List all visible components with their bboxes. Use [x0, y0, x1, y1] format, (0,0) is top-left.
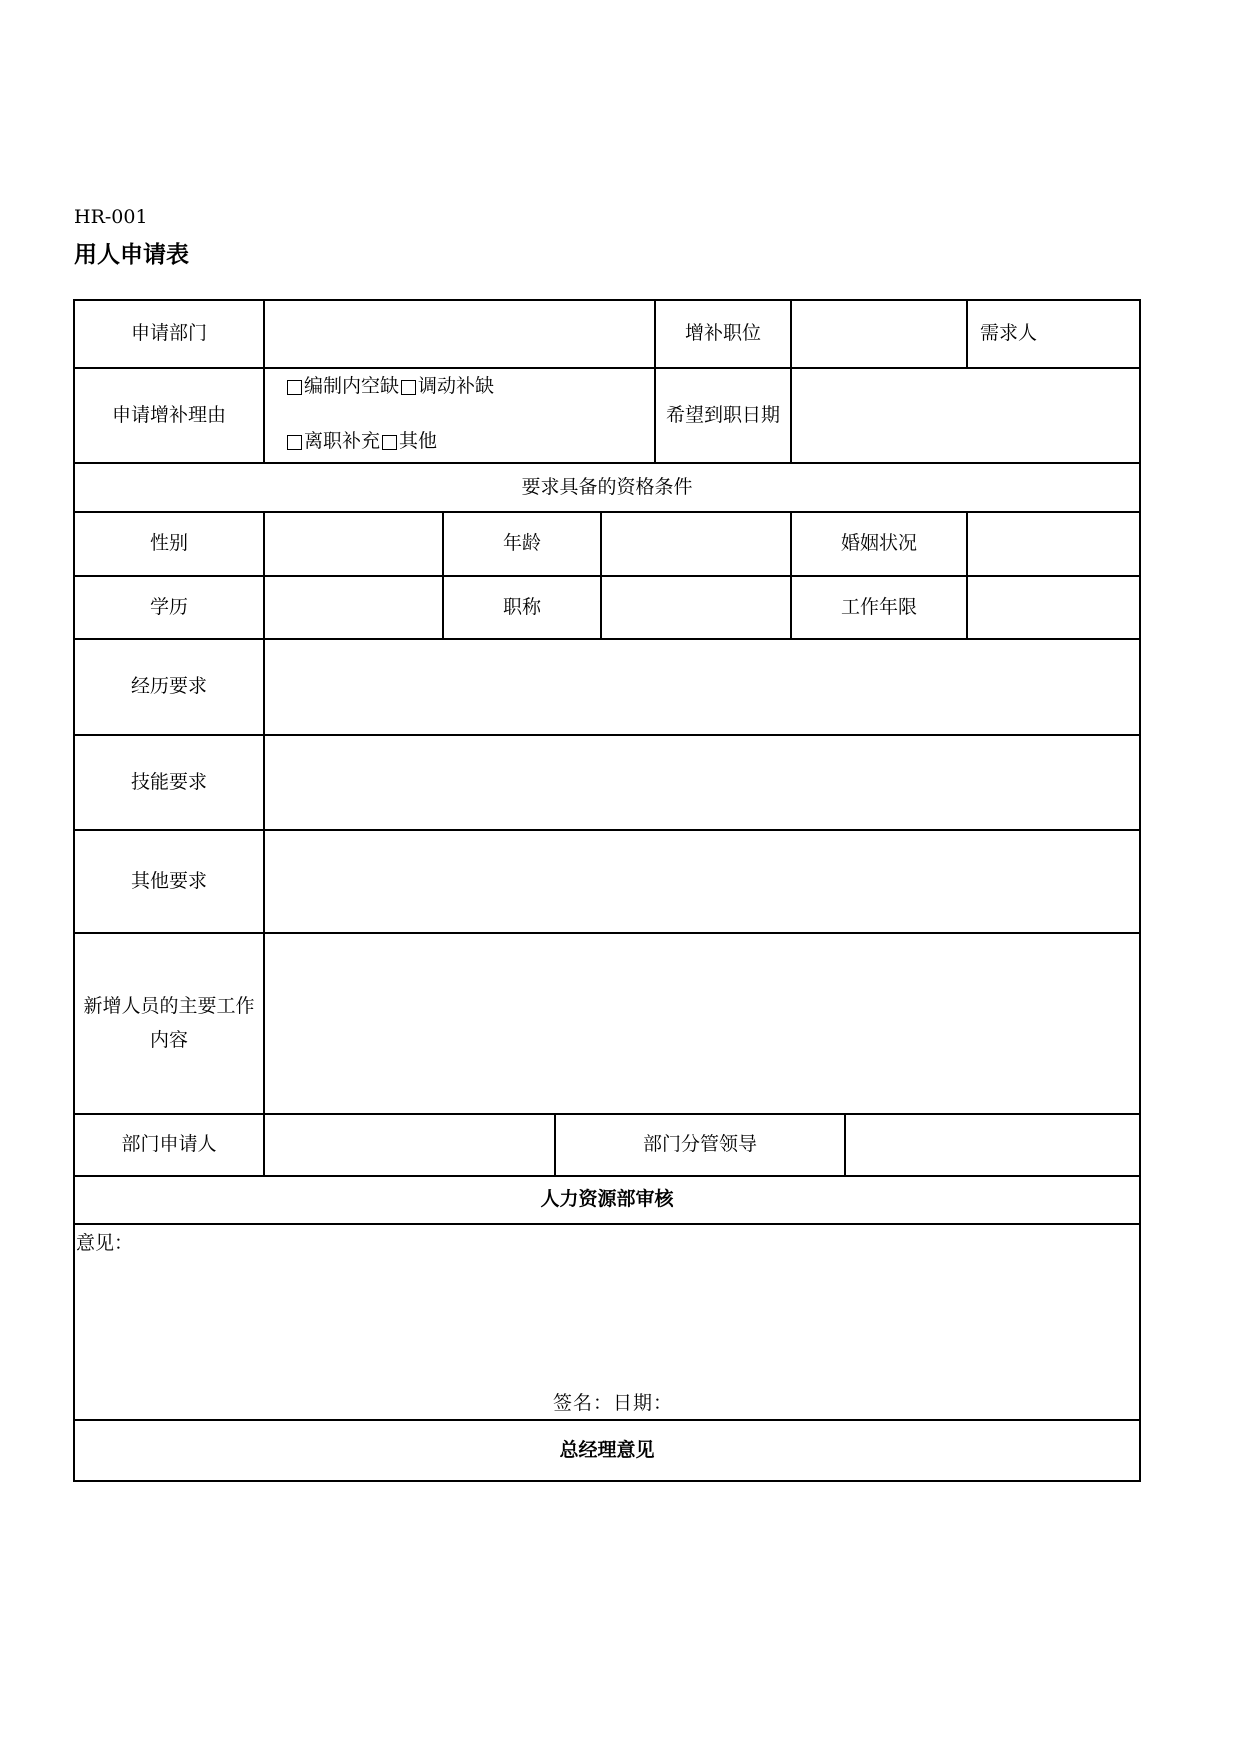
form-title: 用人申请表	[74, 242, 189, 268]
work-years-label: 工作年限	[840, 595, 917, 618]
other-req-field[interactable]	[265, 831, 1139, 932]
dept-leader-label: 部门分管领导	[642, 1133, 757, 1156]
gender-label: 性别	[149, 532, 188, 555]
education-field[interactable]	[265, 577, 442, 638]
reason-option-label: 调动补缺	[418, 375, 495, 397]
gm-opinion-header: 总经理意见	[559, 1438, 655, 1461]
age-field[interactable]	[602, 513, 790, 575]
work-years-field[interactable]	[968, 577, 1139, 638]
reason-option-label: 编制内空缺	[304, 375, 400, 397]
hr-opinion-label: 意见：	[76, 1232, 134, 1254]
signature-date-label: 签名：日期：	[553, 1392, 674, 1414]
grid-line	[1139, 299, 1141, 1482]
duties-field[interactable]	[265, 934, 1139, 1113]
form-code: HR-001	[74, 206, 148, 228]
checkbox[interactable]	[287, 435, 302, 450]
title-field[interactable]	[602, 577, 790, 638]
experience-field[interactable]	[265, 640, 1139, 734]
checkbox[interactable]	[382, 435, 397, 450]
age-label: 年龄	[502, 532, 541, 555]
marital-field[interactable]	[968, 513, 1139, 575]
title-label: 职称	[502, 595, 541, 618]
other-req-label: 其他要求	[130, 869, 207, 892]
dept-applicant-field[interactable]	[265, 1115, 554, 1175]
skills-label: 技能要求	[130, 770, 207, 793]
apply-dept-field[interactable]	[265, 301, 654, 367]
position-field[interactable]	[792, 301, 966, 367]
checkbox[interactable]	[287, 380, 302, 395]
gender-field[interactable]	[265, 513, 442, 575]
requester-label[interactable]: 需求人	[980, 322, 1038, 345]
apply-dept-label: 申请部门	[130, 322, 207, 345]
position-label: 增补职位	[684, 322, 761, 345]
checkbox[interactable]	[401, 380, 416, 395]
marital-label: 婚姻状况	[840, 532, 917, 555]
education-label: 学历	[149, 595, 188, 618]
grid-line	[73, 1480, 1141, 1482]
hr-review-header: 人力资源部审核	[540, 1188, 674, 1211]
duties-label: 新增人员的主要工作内容	[83, 995, 255, 1051]
dept-applicant-label: 部门申请人	[121, 1133, 217, 1156]
expected-date-label: 希望到职日期	[665, 403, 780, 426]
qualifications-header: 要求具备的资格条件	[521, 475, 693, 498]
dept-leader-field[interactable]	[846, 1115, 1139, 1175]
expected-date-field[interactable]	[792, 369, 1139, 462]
experience-label: 经历要求	[130, 675, 207, 698]
skills-field[interactable]	[265, 736, 1139, 829]
reason-option-label: 其他	[399, 430, 438, 452]
reason-option-label: 离职补充	[304, 430, 381, 452]
reason-label: 申请增补理由	[111, 403, 226, 426]
